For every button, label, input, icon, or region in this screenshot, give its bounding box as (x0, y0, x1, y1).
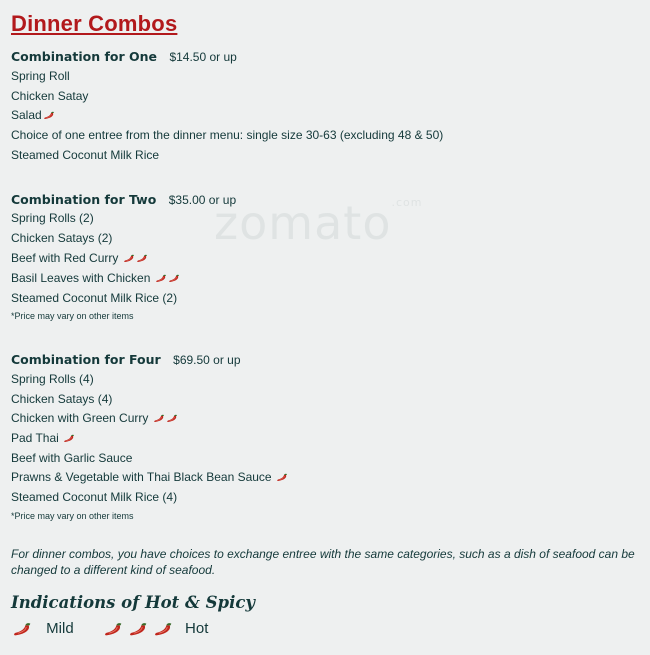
combo-four-price: $69.50 or up (173, 353, 241, 367)
hot-chili-icons (102, 620, 177, 637)
combo-four-item (11, 392, 112, 406)
watermark-suffix: .com (391, 196, 423, 209)
spice-legend (11, 620, 208, 637)
combo-one-item (11, 108, 55, 122)
chili-pepper-icon (276, 473, 288, 482)
watermark-text: zomato (214, 196, 392, 250)
chili-pepper-icon (12, 622, 32, 637)
item-text: Spring Rolls (4) (11, 372, 94, 386)
combo-four-item (11, 490, 177, 504)
chili-pepper-icon (103, 622, 123, 637)
chili-pepper-icon (136, 254, 148, 263)
chili-pepper-icon (153, 414, 165, 423)
combo-two-name: Combination for Two (11, 192, 157, 207)
item-text: Beef with Garlic Sauce (11, 451, 133, 465)
combo-two-item (11, 271, 180, 285)
item-text: Steamed Coconut Milk Rice (4) (11, 490, 178, 504)
chili-pepper-icon (63, 434, 75, 443)
combo-four-item (11, 372, 94, 386)
chili-pepper-icon (168, 274, 180, 283)
item-text: Basil Leaves with Chicken (11, 271, 154, 285)
chili-icons (154, 271, 180, 285)
item-text: Choice of one entree from the dinner menu: single size 30-63 (excluding 48 & 50) (11, 128, 444, 142)
chili-pepper-icon (128, 622, 148, 637)
combo-one-item (11, 128, 443, 142)
chili-icons (42, 108, 55, 122)
item-text: Spring Roll (11, 69, 70, 83)
item-text: Salad (11, 108, 42, 122)
item-text: Chicken with Green Curry (11, 411, 152, 425)
combo-two-header (11, 191, 236, 209)
item-text: Chicken Satay (11, 89, 89, 103)
item-text: Chicken Satays (4) (11, 392, 113, 406)
combo-four-item (11, 431, 75, 445)
combo-four-header (11, 351, 241, 369)
item-text: Prawns & Vegetable with Thai Black Bean Sauce (11, 470, 275, 484)
combo-one-item (11, 89, 88, 103)
combo-two-item (11, 291, 177, 305)
combo-two-price: $35.00 or up (168, 193, 237, 207)
chili-icons (275, 470, 288, 484)
combo-four-price-note: *Price may vary on other items (11, 511, 134, 521)
chili-pepper-icon (123, 254, 135, 263)
combo-one-header (11, 48, 237, 66)
combo-one-item (11, 148, 159, 162)
combo-one-price: $14.50 or up (169, 50, 237, 64)
hot-label: Hot (185, 620, 209, 637)
chili-icons (62, 431, 75, 445)
combo-four-item (11, 451, 132, 465)
combo-four-name: Combination for Four (11, 352, 161, 367)
chili-pepper-icon (153, 622, 173, 637)
combo-two-item (11, 211, 94, 225)
combo-two-price-note: *Price may vary on other items (11, 311, 134, 321)
exchange-footnote: For dinner combos, you have choices to exchange entree with the same categories, such as a dish of seafood can be changed to a different kind of seafood. (11, 547, 635, 577)
mild-chili-icons (11, 620, 36, 637)
chili-icons (152, 411, 178, 425)
chili-pepper-icon (155, 274, 167, 283)
combo-four-item (11, 411, 178, 425)
page-title: Dinner Combos (11, 11, 178, 36)
chili-icons (122, 251, 148, 265)
combo-one-name: Combination for One (11, 49, 157, 64)
watermark (214, 196, 422, 250)
combo-four-item (11, 470, 288, 484)
item-text: Spring Rolls (2) (11, 211, 94, 225)
combo-two-item (11, 251, 148, 265)
item-text: Beef with Red Curry (11, 251, 122, 265)
item-text: Chicken Satays (2) (11, 231, 113, 245)
chili-pepper-icon (166, 414, 178, 423)
mild-label: Mild (46, 620, 74, 637)
item-text: Steamed Coconut Milk Rice (11, 148, 160, 162)
item-text: Pad Thai (11, 431, 63, 445)
chili-pepper-icon (43, 111, 55, 120)
combo-two-item (11, 231, 112, 245)
item-text: Steamed Coconut Milk Rice (2) (11, 291, 178, 305)
indications-title: Indications of Hot & Spicy (11, 593, 255, 612)
combo-one-item (11, 69, 70, 83)
